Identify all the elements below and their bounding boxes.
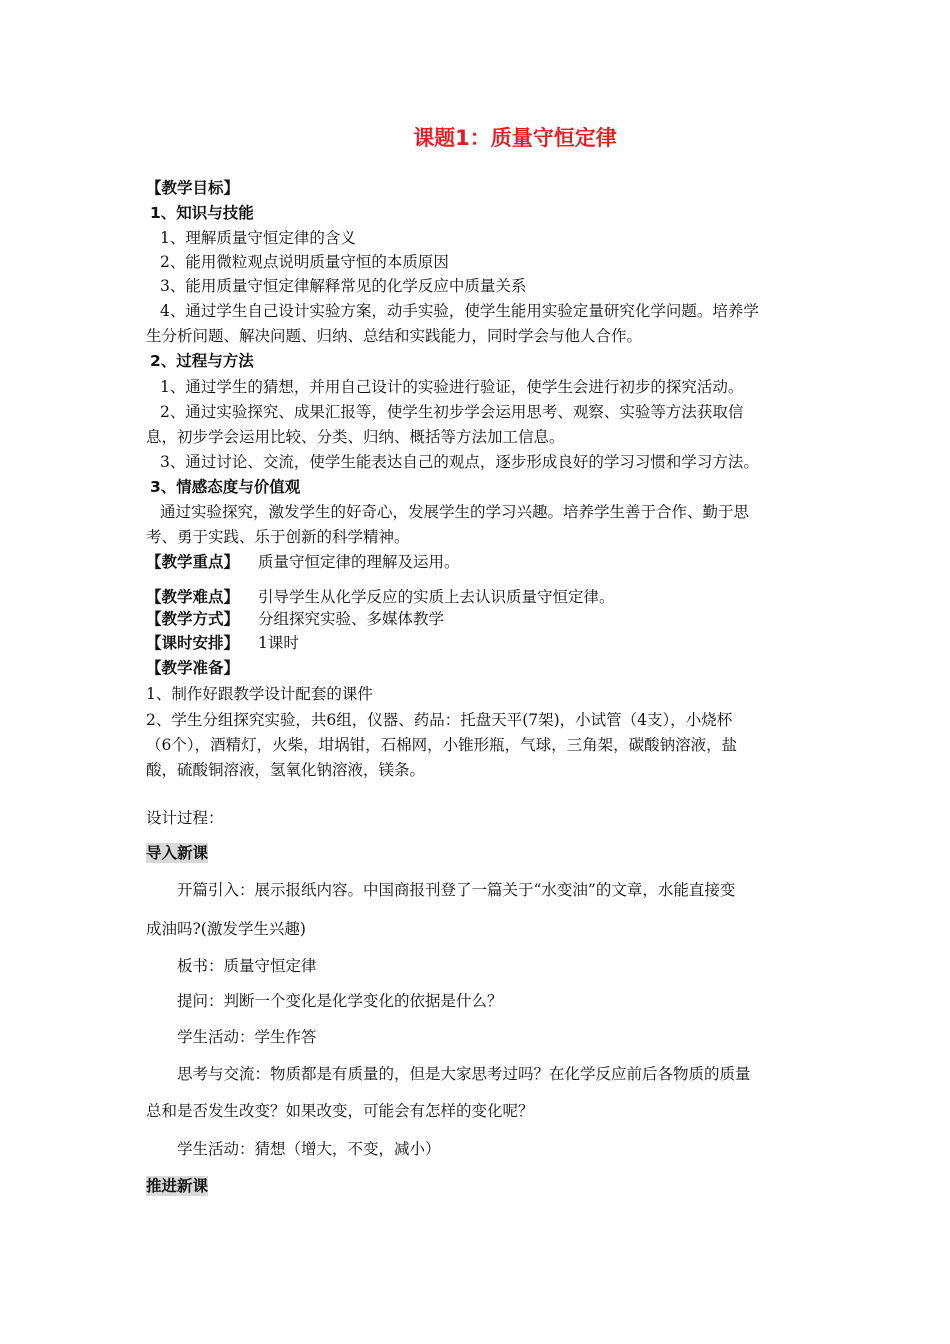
attitude-item-continued: 考、勇于实践、乐于创新的科学精神。 <box>146 528 410 546</box>
methods-label: 【教学方式】 <box>146 610 240 628</box>
process-item: 1、通过学生的猜想，并用自己设计的实验进行验证，使学生会进行初步的探究活动。 <box>160 378 744 396</box>
intro-paragraph-line: 提问：判断一个变化是化学变化的依据是什么？ <box>177 992 503 1010</box>
intro-paragraph-line: 总和是否发生改变？如果改变，可能会有怎样的变化呢？ <box>146 1102 534 1120</box>
knowledge-item: 3、能用质量守恒定律解释常见的化学反应中质量关系 <box>160 277 527 295</box>
schedule-text: 1课时 <box>258 634 299 652</box>
intro-paragraph-line: 思考与交流：物质都是有质量的，但是大家思考过吗？在化学反应前后各物质的质量 <box>177 1065 751 1083</box>
preparation-line: 2、学生分组探究实验，共6组，仪器、药品：托盘天平(7架)，小试管（4支），小烧杯 <box>146 711 733 729</box>
intro-paragraph-line: 学生活动：猜想（增大，不变，减小） <box>177 1140 441 1158</box>
key-points-row <box>146 552 460 572</box>
attitude-item: 通过实验探究，激发学生的好奇心，发展学生的学习兴趣。培养学生善于合作、勤于思 <box>160 503 750 521</box>
process-item: 3、通过讨论、交流，使学生能表达自己的观点，逐步形成良好的学习习惯和学习方法。 <box>160 453 759 471</box>
schedule-row <box>146 633 299 653</box>
intro-paragraph-line: 开篇引入：展示报纸内容。中国商报刊登了一篇关于“水变油”的文章，水能直接变 <box>177 881 736 899</box>
section-knowledge-title: 1、知识与技能 <box>150 204 254 222</box>
process-item: 2、通过实验探究、成果汇报等，使学生初步学会运用思考、观察、实验等方法获取信 <box>160 403 744 421</box>
section-attitude-title: 3、情感态度与价值观 <box>150 478 301 496</box>
intro-heading: 导入新课 <box>146 844 209 862</box>
methods-text: 分组探究实验、多媒体教学 <box>258 610 445 628</box>
preparation-line: （6个），酒精灯，火柴，坩埚钳，石棉网，小锥形瓶，气球，三角架，碳酸钠溶液，盐 <box>146 736 738 754</box>
page-title: 课题1：质量守恒定律 <box>413 126 617 150</box>
design-label: 设计过程： <box>146 809 224 827</box>
knowledge-item-continued: 生分析问题、解决问题、归纳、总结和实践能力，同时学会与他人合作。 <box>146 327 643 345</box>
section-process-title: 2、过程与方法 <box>150 352 254 370</box>
objectives-header: 【教学目标】 <box>146 179 240 197</box>
key-points-label: 【教学重点】 <box>146 553 240 571</box>
preparation-line: 酸，硫酸铜溶液，氢氧化钠溶液，镁条。 <box>146 761 426 779</box>
knowledge-item: 2、能用微粒观点说明质量守恒的本质原因 <box>160 253 449 271</box>
key-points-text: 质量守恒定律的理解及运用。 <box>258 553 460 571</box>
preparation-header: 【教学准备】 <box>146 659 240 677</box>
methods-row <box>146 609 444 629</box>
intro-paragraph-line: 板书：质量守恒定律 <box>177 957 317 975</box>
difficulties-text: 引导学生从化学反应的实质上去认识质量守恒定律。 <box>258 588 615 606</box>
difficulties-label: 【教学难点】 <box>146 588 240 606</box>
preparation-line: 1、制作好跟教学设计配套的课件 <box>146 685 373 703</box>
next-heading: 推进新课 <box>146 1177 209 1195</box>
knowledge-item: 4、通过学生自己设计实验方案，动手实验，使学生能用实验定量研究化学问题。培养学 <box>160 302 759 320</box>
difficulties-row <box>146 587 615 607</box>
schedule-label: 【课时安排】 <box>146 634 240 652</box>
knowledge-item: 1、理解质量守恒定律的含义 <box>160 229 356 247</box>
process-item-continued: 息，初步学会运用比较、分类、归纳、概括等方法加工信息。 <box>146 428 565 446</box>
intro-paragraph-line: 成油吗?(激发学生兴趣) <box>146 920 306 938</box>
intro-paragraph-line: 学生活动：学生作答 <box>177 1028 317 1046</box>
